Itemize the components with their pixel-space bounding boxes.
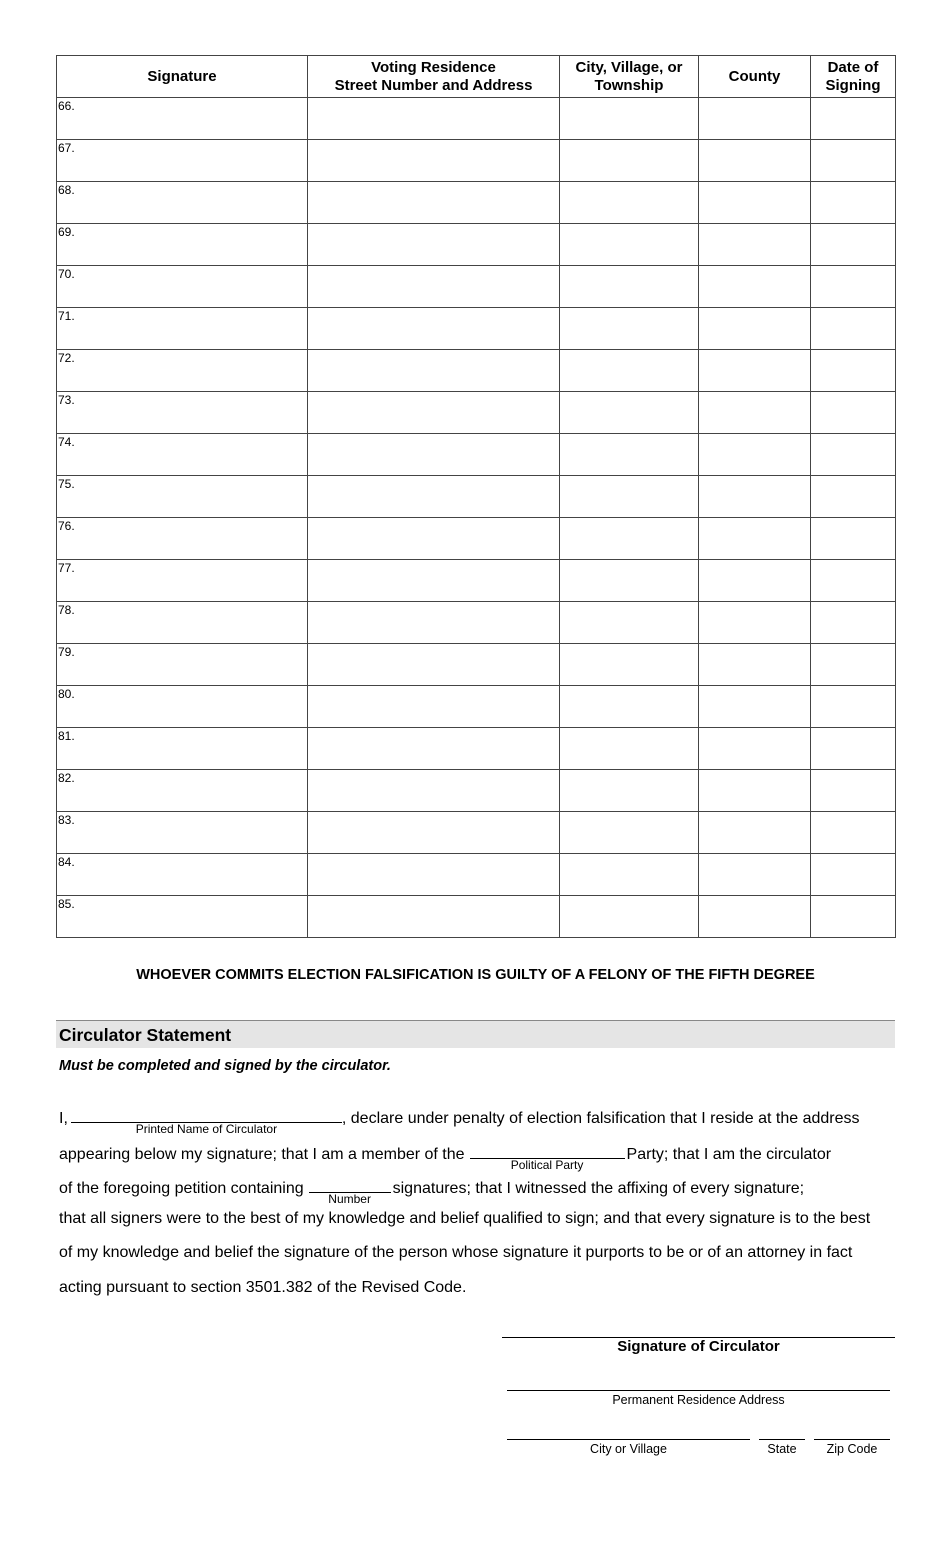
date-cell[interactable]	[811, 392, 896, 434]
county-cell[interactable]	[699, 140, 811, 182]
statement-line-3-text: of the foregoing petition containing	[59, 1180, 304, 1197]
date-cell[interactable]	[811, 812, 896, 854]
signature-cell[interactable]	[57, 266, 308, 308]
circulator-note: Must be completed and signed by the circulator.	[59, 1058, 391, 1074]
county-cell[interactable]	[699, 812, 811, 854]
table-row	[57, 476, 896, 518]
header-signature: Signature	[57, 56, 308, 98]
table-row	[57, 644, 896, 686]
table-row	[57, 182, 896, 224]
date-cell[interactable]	[811, 224, 896, 266]
date-cell[interactable]	[811, 686, 896, 728]
row-number: 81.	[58, 729, 75, 743]
signature-count-field[interactable]	[309, 1174, 391, 1206]
county-cell[interactable]	[699, 518, 811, 560]
zip-code-label: Zip Code	[826, 1442, 878, 1456]
signature-cell[interactable]	[57, 182, 308, 224]
city-cell[interactable]	[560, 182, 699, 224]
date-cell[interactable]	[811, 350, 896, 392]
signature-cell[interactable]	[57, 434, 308, 476]
state-label: State	[767, 1442, 797, 1456]
signature-cell[interactable]	[57, 308, 308, 350]
signature-cell[interactable]	[57, 392, 308, 434]
signature-cell[interactable]	[57, 224, 308, 266]
county-cell[interactable]	[699, 476, 811, 518]
row-number: 75.	[58, 477, 75, 491]
table-row	[57, 350, 896, 392]
date-cell[interactable]	[811, 644, 896, 686]
row-number: 67.	[58, 141, 75, 155]
city-cell[interactable]	[560, 728, 699, 770]
street-address-cell[interactable]	[308, 350, 560, 392]
city-cell[interactable]	[560, 140, 699, 182]
table-row	[57, 392, 896, 434]
county-cell[interactable]	[699, 224, 811, 266]
table-header-row	[57, 56, 896, 98]
street-address-cell[interactable]	[308, 686, 560, 728]
row-number: 84.	[58, 855, 75, 869]
table-row	[57, 140, 896, 182]
signature-cell[interactable]	[57, 644, 308, 686]
header-date-of-signing: Date of Signing	[811, 56, 896, 98]
date-cell[interactable]	[811, 770, 896, 812]
signature-rows	[57, 98, 896, 938]
table-row	[57, 686, 896, 728]
city-cell[interactable]	[560, 896, 699, 938]
city-cell[interactable]	[560, 350, 699, 392]
row-number: 68.	[58, 183, 75, 197]
street-address-cell[interactable]	[308, 476, 560, 518]
table-row	[57, 98, 896, 140]
date-cell[interactable]	[811, 518, 896, 560]
row-number: 70.	[58, 267, 75, 281]
street-address-cell[interactable]	[308, 434, 560, 476]
statement-line-2-text: appearing below my signature; that I am a member of the	[59, 1146, 465, 1163]
table-row	[57, 560, 896, 602]
county-cell[interactable]	[699, 182, 811, 224]
city-cell[interactable]	[560, 602, 699, 644]
city-cell[interactable]	[560, 644, 699, 686]
street-address-cell[interactable]	[308, 812, 560, 854]
header-voting-residence: Voting Residence Street Number and Address	[308, 56, 560, 98]
county-cell[interactable]	[699, 686, 811, 728]
statement-line-5: of my knowledge and belief the signature of the person whose signature it purports to be or of an attorney in fact	[59, 1244, 853, 1261]
signature-cell[interactable]	[57, 896, 308, 938]
date-cell[interactable]	[811, 560, 896, 602]
city-cell[interactable]	[560, 434, 699, 476]
row-number: 80.	[58, 687, 75, 701]
street-address-cell[interactable]	[308, 224, 560, 266]
table-row	[57, 518, 896, 560]
county-cell[interactable]	[699, 602, 811, 644]
row-number: 78.	[58, 603, 75, 617]
state-line[interactable]	[759, 1439, 805, 1440]
date-cell[interactable]	[811, 602, 896, 644]
street-address-cell[interactable]	[308, 98, 560, 140]
signature-cell[interactable]	[57, 98, 308, 140]
signature-cell[interactable]	[57, 854, 308, 896]
printed-name-caption: Printed Name of Circulator	[135, 1122, 278, 1136]
street-address-cell[interactable]	[308, 854, 560, 896]
city-cell[interactable]	[560, 308, 699, 350]
signature-cell[interactable]	[57, 518, 308, 560]
signature-cell[interactable]	[57, 812, 308, 854]
street-address-cell[interactable]	[308, 182, 560, 224]
county-cell[interactable]	[699, 392, 811, 434]
signature-cell[interactable]	[57, 770, 308, 812]
city-cell[interactable]	[560, 98, 699, 140]
row-number: 85.	[58, 897, 75, 911]
date-cell[interactable]	[811, 182, 896, 224]
city-cell[interactable]	[560, 518, 699, 560]
row-number: 83.	[58, 813, 75, 827]
street-address-cell[interactable]	[308, 518, 560, 560]
street-address-cell[interactable]	[308, 770, 560, 812]
table-row	[57, 602, 896, 644]
county-cell[interactable]	[699, 896, 811, 938]
row-number: 74.	[58, 435, 75, 449]
county-cell[interactable]	[699, 854, 811, 896]
city-cell[interactable]	[560, 770, 699, 812]
table-row	[57, 770, 896, 812]
city-cell[interactable]	[560, 476, 699, 518]
table-row	[57, 728, 896, 770]
county-cell[interactable]	[699, 434, 811, 476]
county-cell[interactable]	[699, 266, 811, 308]
table-row	[57, 854, 896, 896]
statement-line-3-suffix: signatures; that I witnessed the affixing of every signature;	[392, 1180, 805, 1197]
city-cell[interactable]	[560, 224, 699, 266]
zip-line[interactable]	[814, 1439, 890, 1440]
county-cell[interactable]	[699, 644, 811, 686]
signature-cell[interactable]	[57, 602, 308, 644]
date-cell[interactable]	[811, 434, 896, 476]
city-line[interactable]	[507, 1439, 750, 1440]
table-row	[57, 812, 896, 854]
county-cell[interactable]	[699, 728, 811, 770]
signature-of-circulator-label: Signature of Circulator	[617, 1338, 780, 1355]
table-row	[57, 896, 896, 938]
county-cell[interactable]	[699, 770, 811, 812]
city-cell[interactable]	[560, 392, 699, 434]
county-cell[interactable]	[699, 560, 811, 602]
street-address-cell[interactable]	[308, 896, 560, 938]
city-cell[interactable]	[560, 266, 699, 308]
row-number: 69.	[58, 225, 75, 239]
date-cell[interactable]	[811, 854, 896, 896]
row-number: 79.	[58, 645, 75, 659]
row-number: 66.	[58, 99, 75, 113]
circulator-statement-title: Circulator Statement	[56, 1020, 895, 1048]
row-number: 73.	[58, 393, 75, 407]
statement-line-1-text: , declare under penalty of election falsification that I reside at the address	[341, 1110, 860, 1127]
address-line[interactable]	[507, 1390, 890, 1391]
date-cell[interactable]	[811, 728, 896, 770]
header-city-village-township: City, Village, or Township	[560, 56, 699, 98]
political-party-field[interactable]	[470, 1140, 625, 1172]
county-cell[interactable]	[699, 308, 811, 350]
statement-line-6: acting pursuant to section 3501.382 of the Revised Code.	[59, 1279, 467, 1296]
street-address-cell[interactable]	[308, 308, 560, 350]
row-number: 71.	[58, 309, 75, 323]
row-number: 77.	[58, 561, 75, 575]
table-row	[57, 266, 896, 308]
signature-cell[interactable]	[57, 686, 308, 728]
county-cell[interactable]	[699, 350, 811, 392]
city-cell[interactable]	[560, 812, 699, 854]
city-cell[interactable]	[560, 854, 699, 896]
date-cell[interactable]	[811, 266, 896, 308]
date-cell[interactable]	[811, 476, 896, 518]
number-caption: Number	[328, 1192, 371, 1206]
signature-cell[interactable]	[57, 728, 308, 770]
street-address-cell[interactable]	[308, 728, 560, 770]
statement-line-2-suffix: Party; that I am the circulator	[626, 1146, 832, 1163]
city-cell[interactable]	[560, 686, 699, 728]
header-county: County	[699, 56, 811, 98]
signature-cell[interactable]	[57, 476, 308, 518]
statement-line-4: that all signers were to the best of my knowledge and belief qualified to sign; and that every signature is to the best	[59, 1210, 871, 1227]
row-number: 82.	[58, 771, 75, 785]
street-address-cell[interactable]	[308, 560, 560, 602]
printed-name-field[interactable]	[71, 1104, 342, 1136]
city-or-village-label: City or Village	[590, 1442, 667, 1456]
date-cell[interactable]	[811, 140, 896, 182]
statement-line-3	[59, 1174, 805, 1206]
city-cell[interactable]	[560, 560, 699, 602]
street-address-cell[interactable]	[308, 266, 560, 308]
row-number: 76.	[58, 519, 75, 533]
permanent-address-label: Permanent Residence Address	[612, 1393, 785, 1407]
political-party-caption: Political Party	[510, 1158, 584, 1172]
signature-cell[interactable]	[57, 140, 308, 182]
signature-cell[interactable]	[57, 350, 308, 392]
felony-warning: WHOEVER COMMITS ELECTION FALSIFICATION IS GUILTY OF A FELONY OF THE FIFTH DEGREE	[136, 967, 815, 983]
street-address-cell[interactable]	[308, 140, 560, 182]
date-cell[interactable]	[811, 98, 896, 140]
county-cell[interactable]	[699, 98, 811, 140]
table-row	[57, 308, 896, 350]
row-number: 72.	[58, 351, 75, 365]
table-row	[57, 224, 896, 266]
statement-line-2	[59, 1140, 832, 1172]
date-cell[interactable]	[811, 308, 896, 350]
street-address-cell[interactable]	[308, 392, 560, 434]
statement-prefix-i: I,	[59, 1110, 68, 1127]
table-row	[57, 434, 896, 476]
street-address-cell[interactable]	[308, 644, 560, 686]
street-address-cell[interactable]	[308, 602, 560, 644]
statement-line-1	[59, 1104, 860, 1136]
date-cell[interactable]	[811, 896, 896, 938]
signature-table	[56, 55, 896, 938]
signature-cell[interactable]	[57, 560, 308, 602]
